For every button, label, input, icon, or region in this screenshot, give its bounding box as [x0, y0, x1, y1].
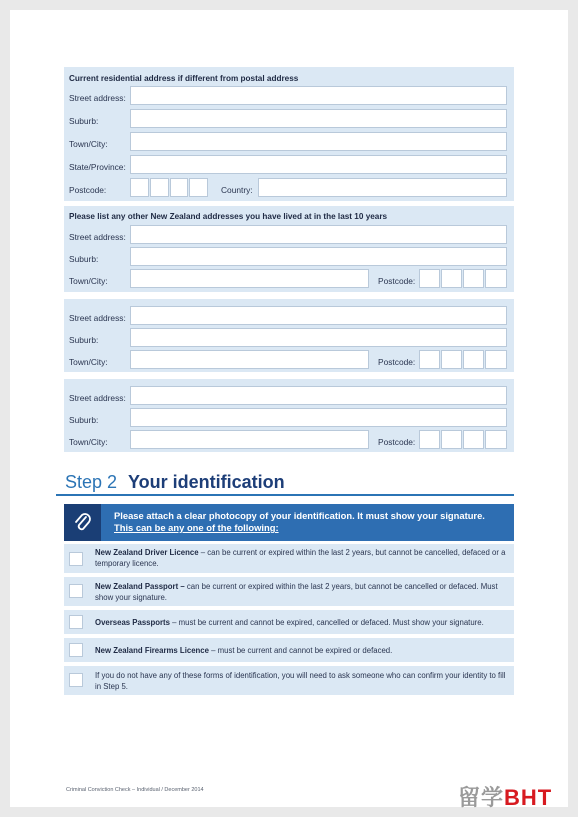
- id-option-text: Overseas Passports – must be current and cannot be expired, cancelled or defaced. Must show your signature.: [95, 618, 484, 627]
- postcode-digit-box[interactable]: [441, 350, 462, 369]
- id-option-checkbox[interactable]: [69, 615, 83, 629]
- town-city-label: Town/City:: [69, 437, 108, 447]
- street-address-label: Street address:: [69, 232, 126, 242]
- state-province-label: State/Province:: [69, 162, 126, 172]
- id-option-checkbox[interactable]: [69, 643, 83, 657]
- step-divider: [56, 494, 514, 496]
- postcode-digit-box[interactable]: [419, 350, 440, 369]
- postcode-digit-box[interactable]: [485, 430, 507, 449]
- suburb-input[interactable]: [130, 408, 507, 427]
- street-address-label: Street address:: [69, 313, 126, 323]
- postcode-digit-box[interactable]: [419, 269, 440, 288]
- town-city-input[interactable]: [130, 350, 369, 369]
- suburb-label: Suburb:: [69, 116, 99, 126]
- postcode-digit-box[interactable]: [170, 178, 188, 197]
- country-label: Country:: [221, 185, 253, 195]
- country-input[interactable]: [258, 178, 507, 197]
- id-option-text: New Zealand Firearms Licence – must be current and cannot be expired or defaced.: [95, 646, 393, 655]
- suburb-input[interactable]: [130, 328, 507, 347]
- footer-text: Criminal Conviction Check – Individual / December 2014: [66, 787, 204, 793]
- id-option-checkbox[interactable]: [69, 584, 83, 598]
- street-address-input[interactable]: [130, 306, 507, 325]
- suburb-label: Suburb:: [69, 415, 99, 425]
- postcode-digit-box[interactable]: [485, 269, 507, 288]
- watermark-logo: 留学BHT: [458, 785, 553, 810]
- suburb-input[interactable]: [130, 247, 507, 266]
- town-city-label: Town/City:: [69, 276, 108, 286]
- postcode-digit-box[interactable]: [441, 269, 462, 288]
- street-address-input[interactable]: [130, 86, 507, 105]
- town-city-input[interactable]: [130, 269, 369, 288]
- id-option-text: If you do not have any of these forms of identification, you will need to ask someone who can confirm your identity to fill in Step 5.: [95, 671, 506, 691]
- postcode-digit-box[interactable]: [485, 350, 507, 369]
- postcode-label: Postcode:: [378, 276, 416, 286]
- postcode-digit-box[interactable]: [130, 178, 149, 197]
- other-addresses-title: Please list any other New Zealand addresses you have lived at in the last 10 years: [69, 212, 388, 221]
- step-title: Your identification: [128, 472, 285, 492]
- step-number: Step 2: [65, 472, 118, 492]
- postcode-label: Postcode:: [69, 185, 107, 195]
- town-city-input[interactable]: [130, 132, 507, 151]
- postcode-label: Postcode:: [378, 357, 416, 367]
- town-city-label: Town/City:: [69, 357, 108, 367]
- street-address-input[interactable]: [130, 225, 507, 244]
- notice-line-1: Please attach a clear photocopy of your identification. It must show your signature.: [114, 510, 485, 521]
- suburb-label: Suburb:: [69, 335, 99, 345]
- suburb-label: Suburb:: [69, 254, 99, 264]
- notice-text: [114, 510, 510, 534]
- postcode-digit-box[interactable]: [441, 430, 462, 449]
- id-option-text: New Zealand Passport – can be current or expired within the last 2 years, but cannot be cancelled or defaced. Must show your signature.: [95, 582, 498, 602]
- postcode-digit-box[interactable]: [189, 178, 208, 197]
- street-address-input[interactable]: [130, 386, 507, 405]
- residential-address-title: Current residential address if different from postal address: [69, 74, 299, 83]
- town-city-label: Town/City:: [69, 139, 108, 149]
- postcode-digit-box[interactable]: [463, 350, 484, 369]
- id-option-text: New Zealand Driver Licence – can be current or expired within the last 2 years, but cannot be cancelled, defaced or a temporary licence.: [95, 548, 506, 568]
- suburb-input[interactable]: [130, 109, 507, 128]
- notice-line-2: This can be any one of the following:: [114, 522, 279, 533]
- postcode-digit-box[interactable]: [463, 430, 484, 449]
- street-address-label: Street address:: [69, 393, 126, 403]
- town-city-input[interactable]: [130, 430, 369, 449]
- paperclip-icon: [64, 504, 101, 541]
- state-province-input[interactable]: [130, 155, 507, 174]
- id-option-checkbox[interactable]: [69, 552, 83, 566]
- street-address-label: Street address:: [69, 93, 126, 103]
- postcode-digit-box[interactable]: [463, 269, 484, 288]
- postcode-digit-box[interactable]: [150, 178, 169, 197]
- postcode-label: Postcode:: [378, 437, 416, 447]
- postcode-digit-box[interactable]: [419, 430, 440, 449]
- id-option-checkbox[interactable]: [69, 673, 83, 687]
